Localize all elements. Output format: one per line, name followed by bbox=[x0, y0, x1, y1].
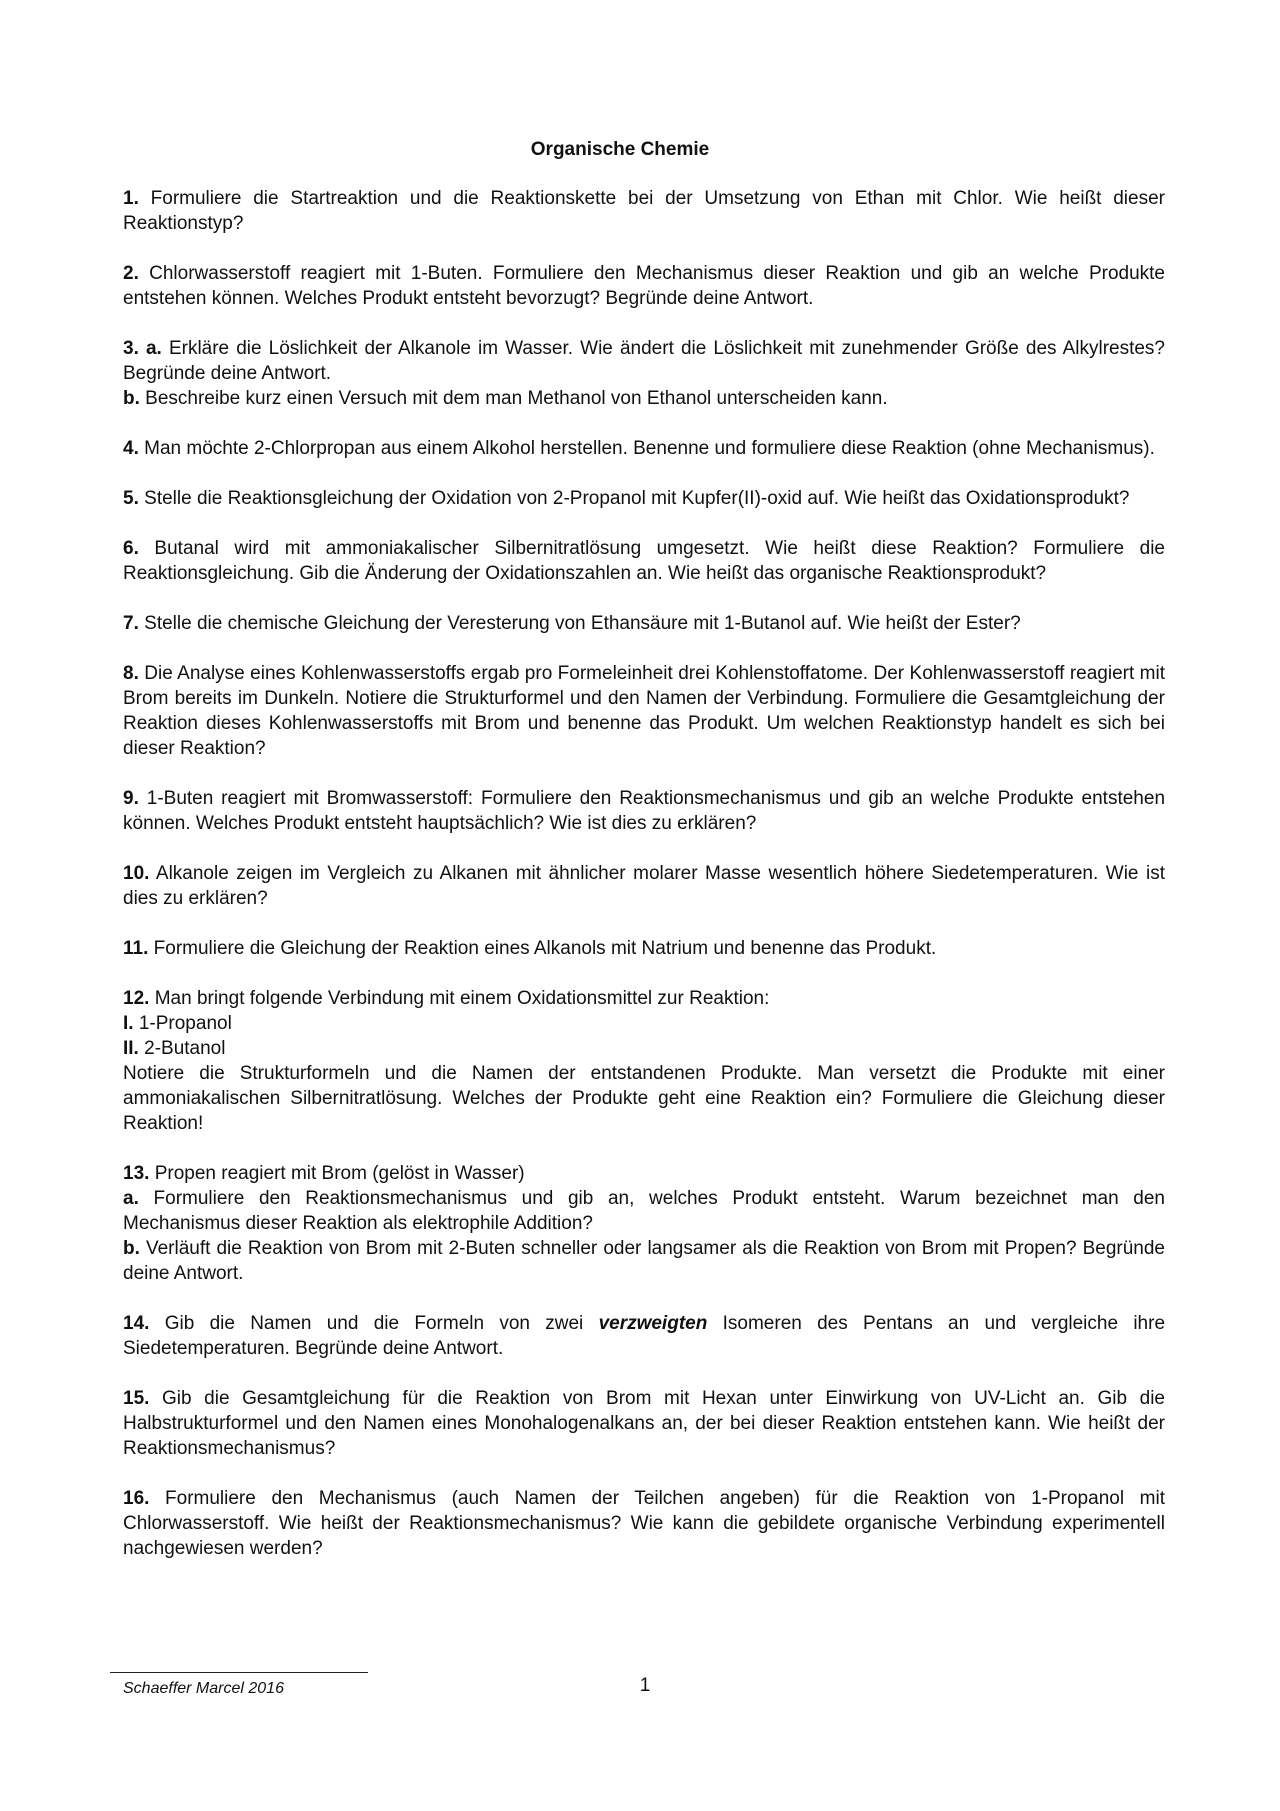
question-10 bbox=[123, 861, 1165, 911]
question-6 bbox=[123, 536, 1165, 586]
question-number: 7. bbox=[123, 613, 139, 634]
question-number: 3. bbox=[123, 338, 139, 359]
question-7 bbox=[123, 611, 1165, 636]
question-number: 5. bbox=[123, 488, 139, 509]
question-13-part-b bbox=[123, 1236, 1165, 1286]
question-3-part-a bbox=[123, 336, 1165, 386]
question-9 bbox=[123, 786, 1165, 836]
question-text: Man möchte 2-Chlorpropan aus einem Alkohol herstellen. Benenne und formuliere diese Reaktion (ohne Mechanismus). bbox=[144, 438, 1155, 459]
question-14 bbox=[123, 1311, 1165, 1361]
question-text: Formuliere die Startreaktion und die Reaktionskette bei der Umsetzung von Ethan mit Chlor. Wie heißt dieser Reaktionstyp? bbox=[123, 188, 1165, 234]
question-text: Stelle die Reaktionsgleichung der Oxidation von 2-Propanol mit Kupfer(II)-oxid auf. Wie heißt das Oxidationsprodukt? bbox=[144, 488, 1130, 509]
question-11 bbox=[123, 936, 1165, 961]
item-label-i: I. bbox=[123, 1013, 134, 1034]
question-number: 16. bbox=[123, 1488, 150, 1509]
part-label-a: a. bbox=[145, 338, 162, 359]
question-3 bbox=[123, 336, 1165, 411]
question-number: 12. bbox=[123, 988, 150, 1009]
question-number: 14. bbox=[123, 1313, 150, 1334]
question-5 bbox=[123, 486, 1165, 511]
question-13-intro bbox=[123, 1161, 1165, 1186]
item-label-ii: II. bbox=[123, 1038, 139, 1059]
question-12-intro bbox=[123, 986, 1165, 1011]
question-number: 11. bbox=[123, 938, 149, 959]
part-label-a: a. bbox=[123, 1188, 139, 1209]
question-text: Formuliere den Reaktionsmechanismus und gib an, welches Produkt entsteht. Warum bezeichnet man den Mechanismus dieser Reaktion als elektrophile Addition? bbox=[123, 1188, 1165, 1234]
question-number: 13. bbox=[123, 1163, 150, 1184]
question-text: Chlorwasserstoff reagiert mit 1-Buten. Formuliere den Mechanismus dieser Reaktion und gib an welche Produkte entstehen können. Welches Produkt entsteht bevorzugt? Begründe deine Antwort. bbox=[123, 263, 1166, 309]
question-text: Die Analyse eines Kohlenwasserstoffs ergab pro Formeleinheit drei Kohlenstoffatome. Der Kohlenwasserstoff reagiert mit Brom bereits im Dunkeln. Notiere die Strukturformel und den Namen der Verbindung. Formuliere die Gesamtgleichung der Reaktion dieses Kohlenwasserstoffs mit Brom und benenne das Produkt. Um welchen Reaktionstyp handelt es sich bei dieser Reaktion? bbox=[123, 663, 1165, 759]
question-text: Butanal wird mit ammoniakalischer Silbernitratlösung umgesetzt. Wie heißt diese Reaktion? Formuliere die Reaktionsgleichung. Gib die Änderung der Oxidationszahlen an. Wie heißt das organische Reaktionsprodukt? bbox=[123, 538, 1165, 584]
item-text: 2-Butanol bbox=[144, 1038, 226, 1059]
page-number: 1 bbox=[639, 1675, 651, 1696]
question-text: Stelle die chemische Gleichung der Veresterung von Ethansäure mit 1-Butanol auf. Wie heißt der Ester? bbox=[144, 613, 1021, 634]
question-number: 6. bbox=[123, 538, 139, 559]
question-text: Erkläre die Löslichkeit der Alkanole im Wasser. Wie ändert die Löslichkeit mit zunehmender Größe des Alkylrestes? Begründe deine Antwort. bbox=[123, 338, 1165, 384]
question-2 bbox=[123, 261, 1165, 311]
question-number: 4. bbox=[123, 438, 139, 459]
question-1 bbox=[123, 186, 1165, 236]
question-12-item-i bbox=[123, 1011, 1165, 1036]
question-8 bbox=[123, 661, 1165, 761]
question-12 bbox=[123, 986, 1165, 1136]
question-text: Gib die Namen und die Formeln von zwei bbox=[164, 1313, 584, 1334]
question-12-body: Notiere die Strukturformeln und die Namen der entstandenen Produkte. Man versetzt die Produkte mit einer ammoniakalischen Silbernitratlösung. Welches der Produkte geht eine Reaktion ein? Formuliere die Gleichung dieser Reaktion! bbox=[123, 1063, 1165, 1134]
question-13-part-a bbox=[123, 1186, 1165, 1236]
part-label-b: b. bbox=[123, 1238, 140, 1259]
question-13 bbox=[123, 1161, 1165, 1286]
question-text: Alkanole zeigen im Vergleich zu Alkanen mit ähnlicher molarer Masse wesentlich höhere Siedetemperaturen. Wie ist dies zu erklären? bbox=[123, 863, 1166, 909]
question-text: Formuliere die Gleichung der Reaktion eines Alkanols mit Natrium und benenne das Produkt. bbox=[153, 938, 937, 959]
question-text: Beschreibe kurz einen Versuch mit dem man Methanol von Ethanol unterscheiden kann. bbox=[145, 388, 888, 409]
question-text: Gib die Gesamtgleichung für die Reaktion von Brom mit Hexan unter Einwirkung von UV-Licht an. Gib die Halbstrukturformel und den Namen eines Monohalogenalkans an, der bei dieser Reaktion entstehen kann. Wie heißt der Reaktionsmechanismus? bbox=[123, 1388, 1165, 1459]
page-title: Organische Chemie bbox=[530, 139, 710, 160]
question-4 bbox=[123, 436, 1165, 461]
question-number: 2. bbox=[123, 263, 139, 284]
part-label-b: b. bbox=[123, 388, 140, 409]
question-text: Verläuft die Reaktion von Brom mit 2-Buten schneller oder langsamer als die Reaktion von Brom mit Propen? Begründe deine Antwort. bbox=[123, 1238, 1166, 1284]
question-12-item-ii bbox=[123, 1036, 1165, 1061]
emphasis-text: verzweigten bbox=[598, 1313, 708, 1334]
question-text: Isomeren des Pentans an und vergleiche ihre Siedetemperaturen. Begründe deine Antwort. bbox=[123, 1313, 1166, 1359]
question-number: 8. bbox=[123, 663, 139, 684]
question-text: Man bringt folgende Verbindung mit einem Oxidationsmittel zur Reaktion: bbox=[154, 988, 770, 1009]
footer-author: Schaeffer Marcel 2016 bbox=[123, 1680, 284, 1697]
footer-divider bbox=[110, 1672, 368, 1673]
question-number: 1. bbox=[123, 188, 139, 209]
question-16 bbox=[123, 1486, 1165, 1561]
question-number: 15. bbox=[123, 1388, 150, 1409]
question-number: 9. bbox=[123, 788, 139, 809]
question-text: 1-Buten reagiert mit Bromwasserstoff: Formuliere den Reaktionsmechanismus und gib an welche Produkte entstehen können. Welches Produkt entsteht hauptsächlich? Wie ist dies zu erklären? bbox=[123, 788, 1166, 834]
question-list bbox=[123, 186, 1165, 1586]
question-text: Propen reagiert mit Brom (gelöst in Wasser) bbox=[154, 1163, 525, 1184]
question-number: 10. bbox=[123, 863, 150, 884]
question-15 bbox=[123, 1386, 1165, 1461]
question-text: Formuliere den Mechanismus (auch Namen der Teilchen angeben) für die Reaktion von 1-Propanol mit Chlorwasserstoff. Wie heißt der Reaktionsmechanismus? Wie kann die gebildete organische Verbindung experimentell nachgewiesen werden? bbox=[123, 1488, 1165, 1559]
question-3-part-b bbox=[123, 386, 1165, 411]
item-text: 1-Propanol bbox=[138, 1013, 232, 1034]
